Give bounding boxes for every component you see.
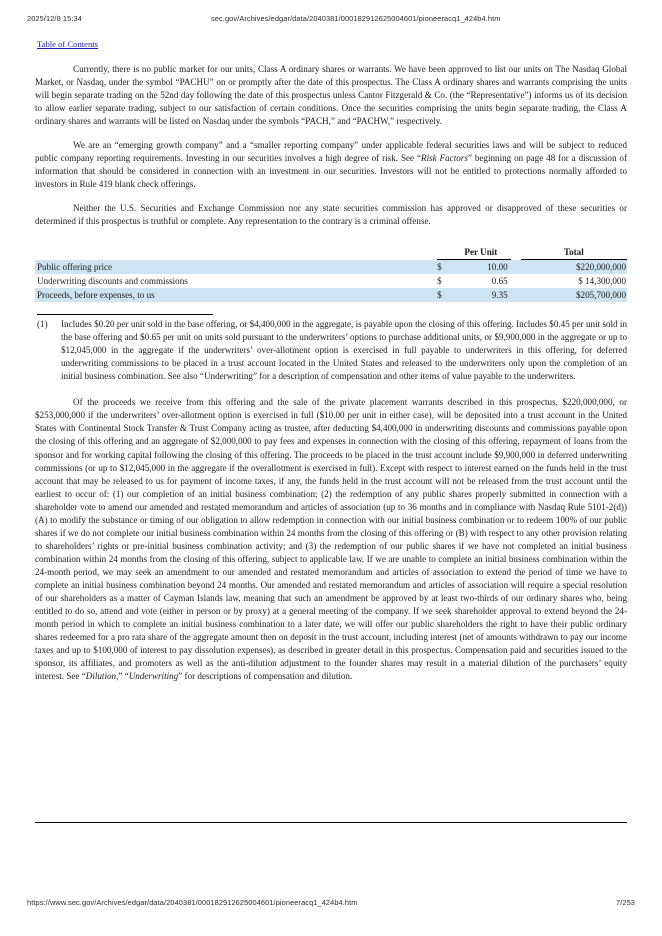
- page-bottom-divider: [35, 822, 627, 823]
- price-table-header-gap: [511, 246, 521, 260]
- table-of-contents-link[interactable]: Table of Contents: [37, 39, 98, 49]
- offering-price-table: [35, 246, 627, 303]
- price-table-header-currency-spacer: [437, 246, 451, 260]
- price-row-gap: [511, 288, 521, 302]
- price-row-currency: $: [437, 288, 451, 302]
- price-row-currency: $: [437, 260, 451, 275]
- price-row-label: Public offering price: [35, 260, 437, 275]
- price-row-gap: [511, 260, 521, 275]
- print-footer-page-number: 7/253: [616, 898, 635, 907]
- paragraph-egc-text-b: ” beginning on page 48 for a discussion of information that should be considered in connection with an investment in our securities. Investors will not be entitled to protections normally afforded to investors in Rule 419 blank check offerings.: [35, 153, 627, 190]
- paragraph-market-listing: Currently, there is no public market for our units, Class A ordinary shares or warrants. We have been approved to list our units on The Nasdaq Global Market, or Nasdaq, under the symbol “PACHU” on or promptly after the date of this prospectus. The Class A ordinary shares and warrants comprising the units will begin separate trading on the 52nd day following the date of this prospectus unless Cantor Fitzgerald & Co. (the “Representative”) informs us of its decision to allow earlier separate trading, subject to our satisfaction of certain conditions. Once the securities comprising the units begin separate trading, the Class A ordinary shares and warrants will be listed on Nasdaq under the symbols “PACH,” and “PACHW,” respectively.: [35, 64, 627, 127]
- paragraph-proceeds-text-b: ” for descriptions of compensation and dilution.: [178, 671, 353, 682]
- price-table-body: [35, 260, 627, 303]
- footnote-text: Includes $0.20 per unit sold in the base offering, or $4,400,000 in the aggregate, is payable upon the closing of this offering. Includes $0.45 per unit sold in the base offering and $0.65 per unit on units sold pursuant to the underwriters’ options to purchase additional units, or $9,900,000 in the aggregate or up to $12,045,000 in the aggregate if the underwriters’ over-allotment option is exercised in full payable to underwriters in this offering, for deferred underwriting commissions to be placed in a trust account located in the United States and released to the underwriters only upon the completion of an initial business combination. See also “Underwriting” for a description of compensation and other items of value payable to the underwriters.: [61, 319, 627, 382]
- paragraph-proceeds-text-a: Of the proceeds we receive from this offering and the sale of the private placement warrants described in this prospectus, $220,000,000, or $253,000,000 if the underwriters’ over-allotment option is exercised in full ($10.00 per unit in either case), will be deposited into a trust account in the United States with Continental Stock Transfer & Trust Company acting as trustee, after deducting $4,400,000 in underwriting discounts and commissions payable upon the closing of this offering and an aggregate of $2,000,000 to pay fees and expenses in connection with the closing of this offering, repayment of loans from the sponsor and for working capital following the closing of this offering. The proceeds to be placed in the trust account include $9,900,000 in deferred underwriting commissions (or up to $12,045,000 in the aggregate if the overallotment is exercised in full). Except with respect to interest earned on the funds held in the trust account that may be released to us for payment of income taxes, if any, the funds held in the trust account will not be released from the trust account until the earliest to occur of: (1) our completion of an initial business combination; (2) the redemption of any public shares properly submitted in connection with a shareholder vote to amend our amended and restated memorandum and articles of association (up to 36 months and in compliance with Nasdaq Rule 5101-2(d)) (A) to modify the substance or timing of our obligation to allow redemption in connection with our initial business combination or to redeem 100% of our public shares if we do not complete our initial business combination within 24 months from the closing of this offering or (B) with respect to any other provision relating to shareholders’ rights or pre-initial business combination activity; and (3) the redemption of our public shares if we have not completed an initial business combination within 24 months from the closing of this offering, subject to applicable law. If we are unable to complete an initial business combination within the 24-month period, we may seek an amendment to our amended and restated memorandum and articles of association to extend the period of time we have to complete an initial business combination beyond 24 months. Our amended and restated memorandum and articles of association will require a special resolution of our shareholders as a matter of Cayman Islands law, meaning that such an amendment be approved by at least two-thirds of our ordinary shares who, being entitled to do so, attend and vote (either in person or by proxy) at a general meeting of the company. If we seek shareholder approval to extend beyond the 24-month period in which to complete an initial business combination to a later date, we will offer our public shareholders the right to have their public ordinary shares redeemed for a pro rata share of the aggregate amount then on deposit in the trust account, including interest (net of amounts withdrawn to pay our income taxes and up to $100,000 of interest to pay dissolution expenses), as described in greater detail in this prospectus. Compensation paid and securities issued to the sponsor, its affiliates, and promoters as well as the anti-dilution adjustment to the founder shares may result in a material dilution of the purchasers’ equity interest. See “: [35, 397, 627, 682]
- footnote-1: [35, 318, 627, 383]
- table-row: [35, 288, 627, 302]
- footnote-section: [35, 314, 627, 383]
- paragraph-egc-text-a: We are an “emerging growth company” and a “smaller reporting company” under applicable federal securities laws and will be subject to reduced public company reporting requirements. Investing in our securities involves a high degree of risk. See “: [35, 140, 627, 164]
- price-row-label: Proceeds, before expenses, to us: [35, 288, 437, 302]
- document-content: [35, 34, 627, 683]
- price-row-total: $220,000,000: [521, 260, 627, 275]
- price-row-total: $ 14,300,000: [521, 274, 627, 288]
- table-row: [35, 260, 627, 275]
- price-row-total: $205,700,000: [521, 288, 627, 302]
- footnote-number: (1): [37, 319, 48, 330]
- price-table-header-per-unit: Per Unit: [451, 246, 511, 260]
- price-row-per-unit: 9.35: [451, 288, 511, 302]
- risk-factors-reference: Risk Factors: [421, 153, 468, 164]
- print-footer-url: https://www.sec.gov/Archives/edgar/data/2040381/000182912625004601/pioneeracq1_424b4.htm: [27, 898, 358, 907]
- price-row-gap: [511, 274, 521, 288]
- print-footer: [0, 898, 662, 912]
- price-row-per-unit: 0.65: [451, 274, 511, 288]
- price-row-per-unit: 10.00: [451, 260, 511, 275]
- price-table-header-total: Total: [521, 246, 627, 260]
- print-header: [0, 14, 662, 28]
- table-row: [35, 274, 627, 288]
- paragraph-proceeds-text-mid: ,” “: [116, 671, 129, 682]
- paragraph-emerging-growth-company: [35, 139, 627, 191]
- print-header-url: sec.gov/Archives/edgar/data/2040381/000182912625004601/pioneeracq1_424b4.htm: [211, 14, 501, 23]
- underwriting-reference: Underwriting: [128, 671, 179, 682]
- price-table-header-label: [35, 246, 437, 260]
- price-row-currency: $: [437, 274, 451, 288]
- paragraph-trust-account-proceeds: [35, 396, 627, 683]
- print-header-date: 2025/12/8 15:34: [27, 14, 82, 23]
- dilution-reference: Dilution: [85, 671, 117, 682]
- footnote-separator-rule: [37, 314, 213, 315]
- price-row-label: Underwriting discounts and commissions: [35, 274, 437, 288]
- paragraph-sec-disclaimer: Neither the U.S. Securities and Exchange Commission nor any state securities commission has approved or disapproved of these securities or determined if this prospectus is truthful or complete. Any representation to the contrary is a criminal offense.: [35, 203, 627, 227]
- price-table-header-row: [35, 246, 627, 260]
- price-table-head: [35, 246, 627, 260]
